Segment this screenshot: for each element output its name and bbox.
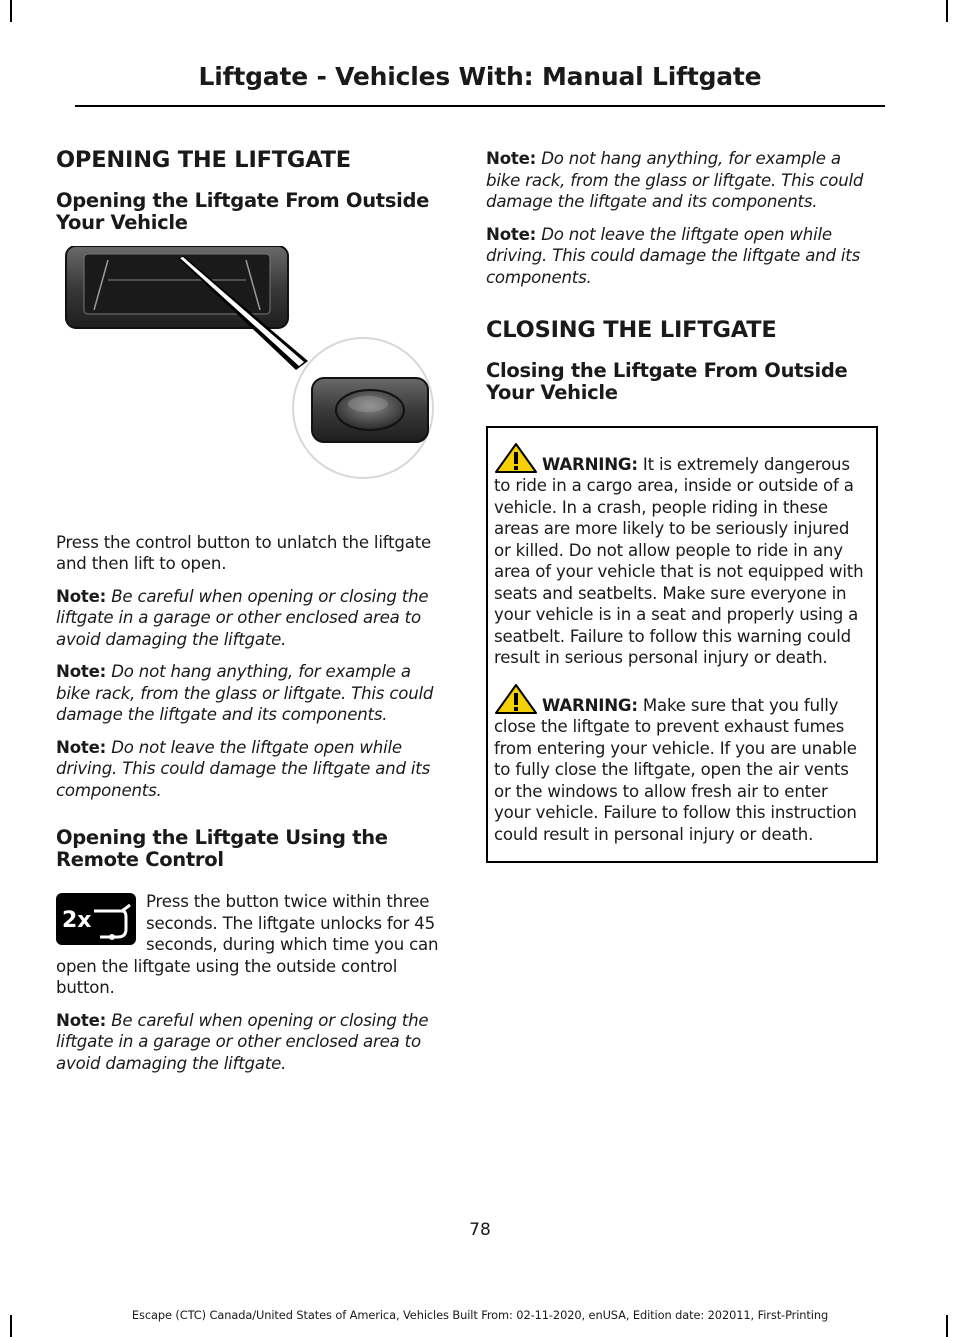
note-text: Do not hang anything, for example a bike rack, from the glass or liftgate. This could damage the liftgate and its components. (56, 662, 434, 725)
warning-exhaust-fumes (494, 683, 868, 846)
subheading-opening-outside: Opening the Liftgate From Outside Your Vehicle (56, 188, 430, 234)
section-title-opening: OPENING THE LIFTGATE (56, 147, 351, 173)
section-title-closing: CLOSING THE LIFTGATE (486, 317, 777, 343)
note-careful-opening (56, 586, 448, 651)
note-label: Note: (486, 224, 537, 244)
note-label: Note: (56, 586, 107, 606)
remote-liftgate-button-icon (56, 893, 136, 945)
note-careful-remote (56, 1010, 448, 1075)
warning-label: WARNING: (542, 454, 638, 474)
crop-mark-top-right (946, 0, 948, 22)
warning-text: It is extremely dangerous to ride in a cargo area, inside or outside of a vehicle. In a crash, people riding in these areas are more likely to be seriously injured or killed. Do not allow people to ride in any area of your vehicle that is not equipped with seats and seatbelts. Make sure everyone in your vehicle is in a seat and properly using a seatbelt. Failure to follow this warning could result in serious personal injury or death. (494, 454, 864, 668)
note-text: Do not leave the liftgate open while driving. This could damage the liftgate and its components. (56, 737, 431, 800)
note-do-not-leave-open (56, 737, 448, 802)
page-number: 78 (469, 1220, 491, 1240)
paragraph-press-twice: Press the button twice within three seconds. The liftgate unlocks for 45 seconds, during which time you can open the liftgate using the outside control button. (56, 892, 439, 998)
warning-triangle-icon (494, 683, 538, 715)
crop-mark-top-left (10, 0, 12, 22)
note-text: Do not leave the liftgate open while driving. This could damage the liftgate and its components. (486, 224, 861, 287)
page-footer: Escape (CTC) Canada/United States of America, Vehicles Built From: 02-11-2020, enUSA, Edition date: 202011, First-Printing (131, 1308, 829, 1322)
remote-instruction (56, 891, 448, 999)
note-label: Note: (56, 737, 107, 757)
liftgate-button-figure (56, 246, 448, 506)
subheading-closing-outside: Closing the Liftgate From Outside Your Vehicle (486, 358, 848, 404)
note-text: Do not hang anything, for example a bike rack, from the glass or liftgate. This could damage the liftgate and its components. (486, 149, 864, 211)
warning-text: Make sure that you fully close the liftgate to prevent exhaust fumes from entering your vehicle. If you are unable to fully close the liftgate, open the air vents or the windows to allow fresh air to enter your vehicle. Failure to follow this instruction could result in personal injury or death. (494, 695, 857, 844)
note-text: Be careful when opening or closing the liftgate in a garage or other enclosed area to avoid damaging the liftgate. (56, 586, 429, 649)
right-column (486, 148, 878, 863)
page-header-title: Liftgate - Vehicles With: Manual Liftgate (198, 62, 762, 91)
header-rule (75, 105, 885, 107)
paragraph-press-control: Press the control button to unlatch the liftgate and then lift to open. (56, 532, 432, 574)
warning-cargo-area (494, 442, 868, 669)
warning-label: WARNING: (542, 695, 638, 715)
note-label: Note: (56, 662, 107, 682)
liftgate-exterior-button-illustration-icon (56, 246, 448, 506)
note-right-do-not-leave-open (486, 224, 878, 289)
warning-box (486, 426, 878, 864)
left-column (56, 148, 448, 1085)
note-text: Be careful when opening or closing the liftgate in a garage or other enclosed area to avoid damaging the liftgate. (56, 1010, 429, 1073)
note-do-not-hang (56, 661, 448, 726)
note-label: Note: (486, 149, 537, 168)
remote-icon-label: 2x (62, 908, 92, 934)
subheading-opening-remote: Opening the Liftgate Using the Remote Control (56, 826, 388, 872)
warning-triangle-icon (494, 442, 538, 474)
note-label: Note: (56, 1010, 107, 1030)
note-right-do-not-hang (486, 148, 878, 213)
